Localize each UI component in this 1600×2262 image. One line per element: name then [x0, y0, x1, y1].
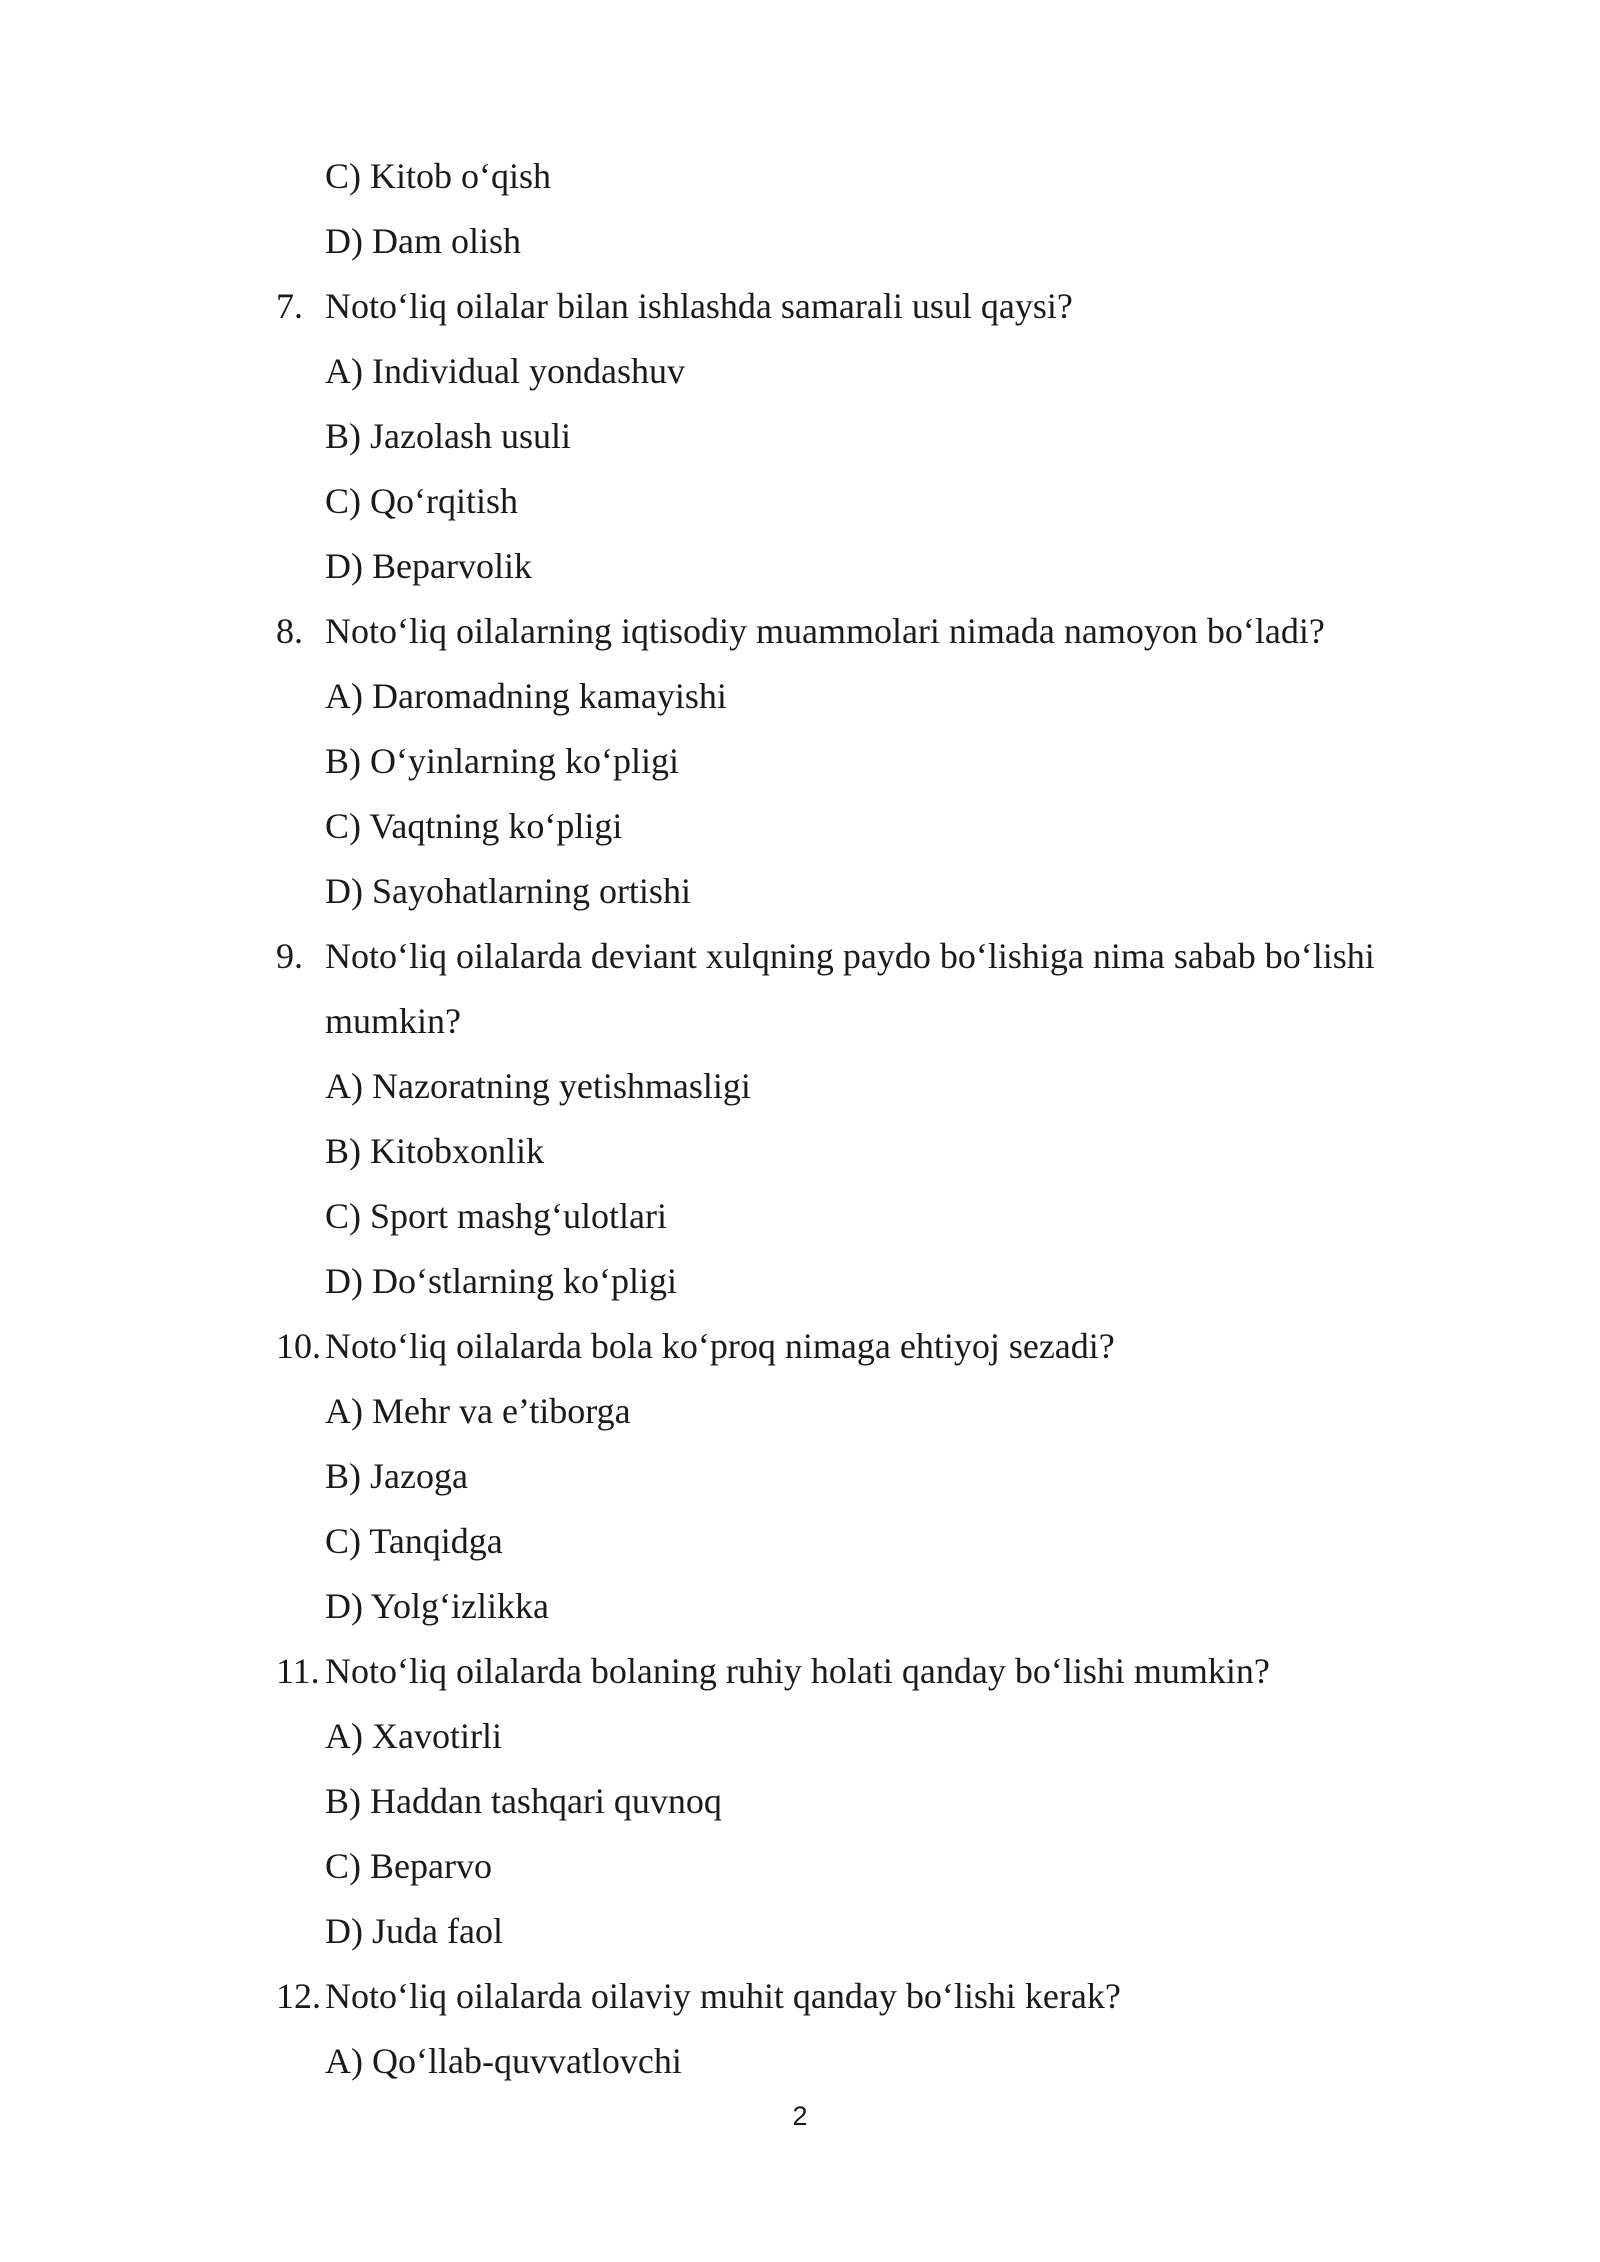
question-10: [0, 1318, 1600, 1383]
question-8: [0, 603, 1600, 668]
option-line: A) Mehr va e’tiborga: [325, 1391, 631, 1431]
option-line: D) Sayohatlarning ortishi: [325, 871, 691, 911]
question-12: [0, 1968, 1600, 2033]
quiz-content: [0, 148, 1600, 2098]
option-line: B) Jazolash usuli: [325, 416, 571, 456]
option-line: A) Daromadning kamayishi: [325, 676, 727, 716]
option-line: C) Qo‘rqitish: [325, 481, 518, 521]
question-text: Noto‘liq oilalarda bola ko‘proq nimaga ehtiyoj sezadi?: [325, 1326, 1115, 1366]
option-line: D) Do‘stlarning ko‘pligi: [325, 1261, 677, 1301]
option-line: B) Kitobxonlik: [325, 1131, 545, 1171]
question-text: Noto‘liq oilalarda oilaviy muhit qanday bo‘lishi kerak?: [325, 1976, 1121, 2016]
option-line: B) Jazoga: [325, 1456, 468, 1496]
option-line: B) Haddan tashqari quvnoq: [325, 1781, 722, 1821]
option-line: D) Dam olish: [325, 221, 521, 261]
question-number: 10.: [276, 1326, 321, 1366]
option-line: B) O‘yinlarning ko‘pligi: [325, 741, 679, 781]
question-number: 12.: [276, 1976, 321, 2016]
question-number: 8.: [276, 611, 303, 651]
question-number: 9.: [276, 936, 303, 976]
question-number: 7.: [276, 286, 303, 326]
question-number: 11.: [276, 1651, 320, 1691]
question-9: [0, 928, 1600, 993]
question-text-continuation: mumkin?: [325, 1001, 461, 1041]
page-number: 2: [792, 2101, 808, 2131]
option-line: C) Vaqtning ko‘pligi: [325, 806, 623, 846]
option-line: A) Individual yondashuv: [325, 351, 685, 391]
option-line: A) Xavotirli: [325, 1716, 502, 1756]
question-11: [0, 1643, 1600, 1708]
option-line: D) Beparvolik: [325, 546, 532, 586]
option-line: A) Qo‘llab-quvvatlovchi: [325, 2041, 682, 2081]
option-line: C) Sport mashg‘ulotlari: [325, 1196, 667, 1236]
option-line: D) Yolg‘izlikka: [325, 1586, 549, 1626]
question-text: Noto‘liq oilalarda deviant xulqning paydo bo‘lishiga nima sabab bo‘lishi: [325, 936, 1375, 976]
option-line: C) Tanqidga: [325, 1521, 503, 1561]
question-text: Noto‘liq oilalarning iqtisodiy muammolari nimada namoyon bo‘ladi?: [325, 611, 1325, 651]
question-text: Noto‘liq oilalarda bolaning ruhiy holati qanday bo‘lishi mumkin?: [325, 1651, 1270, 1691]
option-line: C) Kitob o‘qish: [325, 156, 552, 196]
question-text: Noto‘liq oilalar bilan ishlashda samarali usul qaysi?: [325, 286, 1073, 326]
option-line: A) Nazoratning yetishmasligi: [325, 1066, 751, 1106]
option-line: D) Juda faol: [325, 1911, 503, 1951]
question-7: [0, 278, 1600, 343]
option-line: C) Beparvo: [325, 1846, 492, 1886]
